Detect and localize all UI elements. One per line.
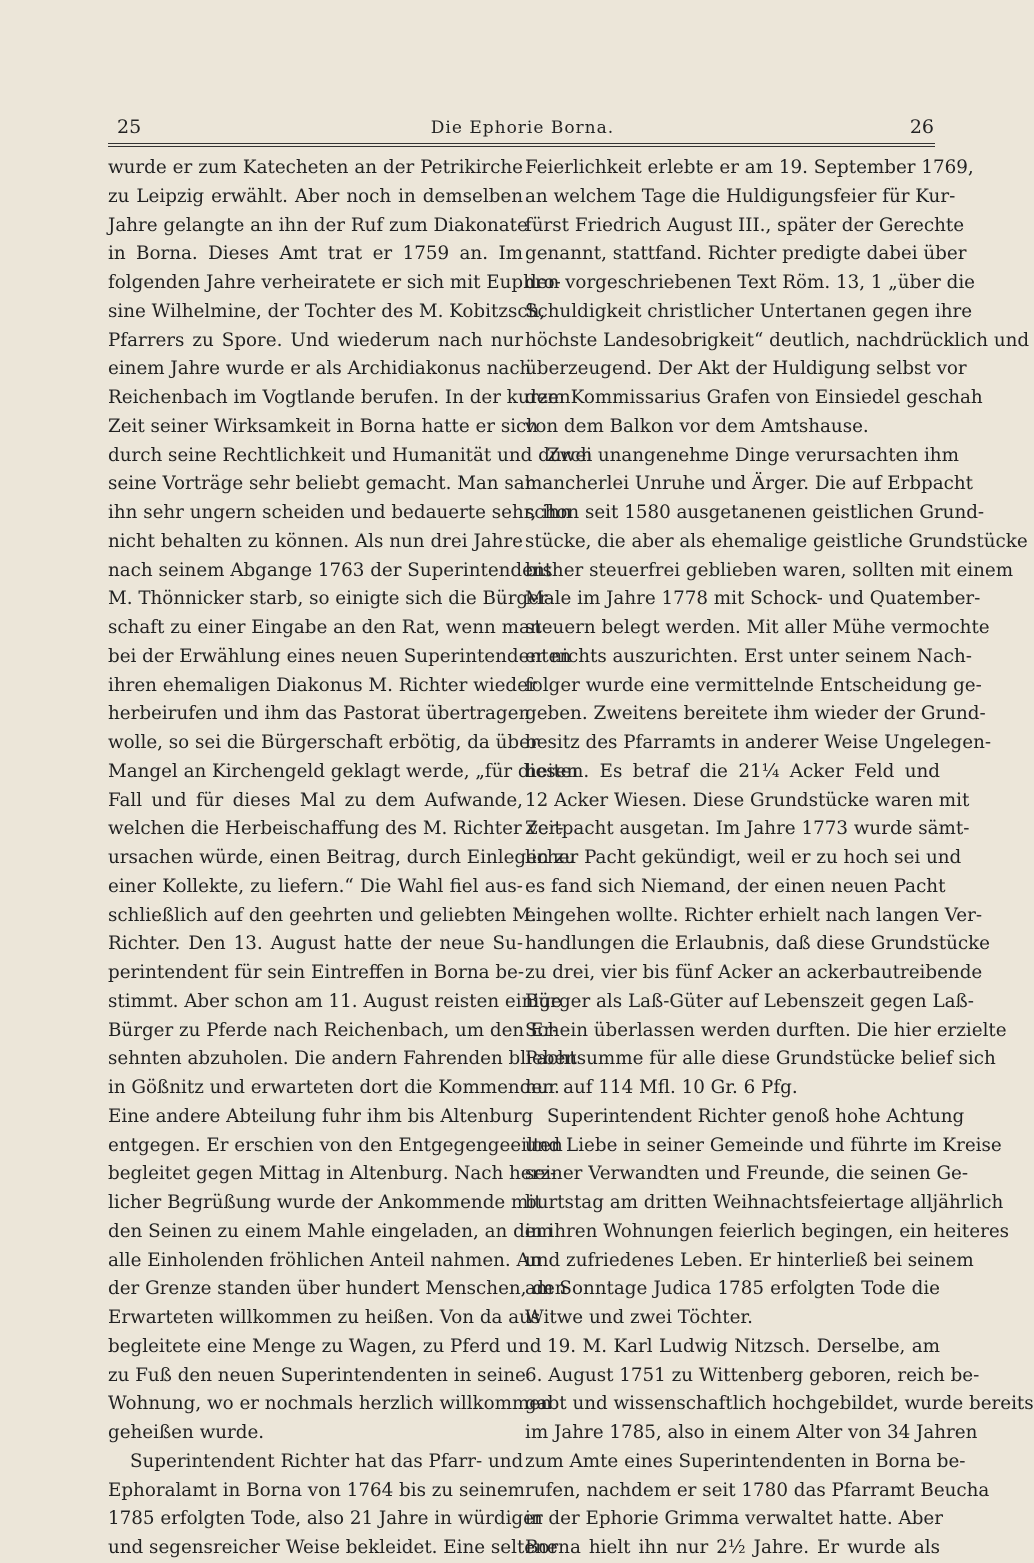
right-text-column	[525, 154, 1034, 1563]
text-line: gabt und wissenschaftlich hochgebildet, wurde bereits	[525, 1393, 1034, 1415]
text-line: Borna hielt ihn nur 2½ Jahre. Er wurde als	[525, 1537, 940, 1558]
text-line: den Seinen zu einem Mahle eingeladen, an dem	[108, 1220, 553, 1242]
text-line: es fand sich Niemand, der einen neuen Pacht	[525, 875, 946, 897]
text-line: höchste Landesobrigkeit“ deutlich, nachdrücklich und	[525, 329, 1030, 351]
text-line: Pfarrers zu Spore. Und wiederum nach nur	[108, 329, 523, 351]
text-line: Reichenbach im Vogtlande berufen. In der kurzen	[108, 387, 571, 408]
text-line: M. Thönnicker starb, so einigte sich die Bürger-	[108, 588, 554, 610]
text-line: seiner Verwandten und Freunde, die seinen Ge-	[525, 1163, 969, 1185]
text-line: ursachen würde, einen Beitrag, durch Einlegen zu	[108, 847, 576, 868]
text-line: wolle, so sei die Bürgerschaft erbötig, da über	[108, 732, 539, 753]
text-line: zu drei, vier bis fünf Acker an ackerbautreibende	[525, 962, 983, 983]
text-line: in ihren Wohnungen feierlich begingen, ein heiteres	[525, 1220, 1010, 1242]
text-line: schließlich auf den geehrten und geliebten M.	[108, 904, 537, 926]
text-line: licher Pacht gekündigt, weil er zu hoch sei und	[525, 847, 962, 868]
text-line: 6. August 1751 zu Wittenberg geboren, reich be-	[525, 1364, 980, 1386]
text-line: geben. Zweitens bereitete ihm wieder der Grund-	[525, 703, 986, 725]
text-line: begleitet gegen Mittag in Altenburg. Nach herz-	[108, 1163, 557, 1185]
text-line: Zeitpacht ausgetan. Im Jahre 1773 wurde sämt-	[525, 818, 970, 840]
text-line: Feierlichkeit erlebte er am 19. September 1769,	[525, 157, 974, 178]
header-rule-double	[108, 146, 935, 147]
text-line: Pachtsumme für alle diese Grundstücke belief sich	[525, 1048, 996, 1070]
text-line: Erwarteten willkommen zu heißen. Von da aus	[108, 1307, 541, 1328]
text-line: entgegen. Er erschien von den Entgegengeeilten	[108, 1134, 563, 1156]
text-line: begleitete eine Menge zu Wagen, zu Pferd und	[108, 1335, 542, 1357]
text-line: an welchem Tage die Huldigungsfeier für Kur-	[525, 185, 956, 207]
text-line: bei der Erwählung eines neuen Superintendenten	[108, 645, 572, 667]
text-line: seine Vorträge sehr beliebt gemacht. Man sah	[108, 473, 537, 495]
text-line: Jahre gelangte an ihn der Ruf zum Diakonate	[108, 214, 528, 236]
text-line: Male im Jahre 1778 mit Schock- und Quatember-	[525, 588, 981, 610]
text-line: einem Jahre wurde er als Archidiakonus nach	[108, 358, 532, 380]
text-line: nicht behalten zu können. Als nun drei Jahre	[108, 530, 523, 552]
text-line: sine Wilhelmine, der Tochter des M. Kobitzsch,	[108, 300, 546, 322]
text-line: folger wurde eine vermittelnde Entscheidung ge-	[525, 674, 982, 696]
text-line: Schuldigkeit christlicher Untertanen gegen ihre	[525, 300, 973, 322]
text-line: in der Ephorie Grimma verwaltet hatte. Aber	[525, 1508, 943, 1530]
text-line: bisher steuerfrei geblieben waren, sollten mit einem	[525, 559, 1014, 581]
text-line: folgenden Jahre verheiratete er sich mit Euphro-	[108, 272, 561, 293]
text-line: Zwei unangenehme Dinge verursachten ihm	[547, 444, 959, 466]
text-line: Eine andere Abteilung fuhr ihm bis Altenburg	[108, 1105, 534, 1127]
text-line: sehnten abzuholen. Die andern Fahrenden blieben	[108, 1048, 578, 1070]
text-line: in Gößnitz und erwarteten dort die Kommenden.	[108, 1077, 560, 1098]
text-line: 12 Acker Wiesen. Diese Grundstücke waren mit	[525, 789, 970, 811]
text-line: nur auf 114 Mfl. 10 Gr. 6 Pfg.	[525, 1077, 798, 1098]
text-line: nach seinem Abgange 1763 der Superintendent	[108, 559, 553, 581]
text-line: am Sonntage Judica 1785 erfolgten Tode die	[525, 1278, 940, 1300]
text-line: schaft zu einer Eingabe an den Rat, wenn man	[108, 617, 542, 638]
text-line: Superintendent Richter genoß hohe Achtung	[547, 1105, 965, 1127]
text-line: handlungen die Erlaubnis, daß diese Grundstücke	[525, 933, 990, 955]
left-text-column	[108, 154, 593, 1563]
page-number-right: 26	[909, 116, 934, 138]
text-line: Fall und für dieses Mal zu dem Aufwande,	[108, 789, 523, 811]
page-header	[105, 112, 940, 146]
text-line: mancherlei Unruhe und Ärger. Die auf Erbpacht	[525, 473, 974, 495]
text-line: und Liebe in seiner Gemeinde und führte im Kreise	[525, 1134, 1002, 1156]
text-line: dem Kommissarius Grafen von Einsiedel geschah	[525, 387, 983, 408]
text-line: ihn sehr ungern scheiden und bedauerte sehr, ihn	[108, 502, 572, 523]
text-line: licher Begrüßung wurde der Ankommende mit	[108, 1192, 542, 1213]
header-rule	[108, 143, 935, 144]
text-line: herbeirufen und ihm das Pastorat übertragen	[108, 703, 531, 725]
text-line: geheißen wurde.	[108, 1422, 265, 1443]
text-line: burtstag am dritten Weihnachtsfeiertage alljährlich	[525, 1192, 1004, 1213]
text-line: Bürger zu Pferde nach Reichenbach, um den Er-	[108, 1019, 559, 1041]
text-line: Bürger als Laß-Güter auf Lebenszeit gegen Laß-	[525, 990, 974, 1012]
text-line: eingehen wollte. Richter erhielt nach langen Ver-	[525, 904, 982, 926]
text-line: im Jahre 1785, also in einem Alter von 34 Jahren	[525, 1422, 978, 1443]
text-line: zum Amte eines Superintendenten in Borna be-	[525, 1450, 966, 1472]
text-line: fürst Friedrich August III., später der Gerechte	[525, 214, 965, 236]
text-line: zu Fuß den neuen Superintendenten in seine	[108, 1364, 526, 1386]
text-line: stimmt. Aber schon am 11. August reisten einige	[108, 990, 562, 1012]
text-line: wurde er zum Katecheten an der Petrikirche	[108, 157, 523, 178]
text-line: 19. M. Karl Ludwig Nitzsch. Derselbe, am	[547, 1335, 940, 1357]
text-line: durch seine Rechtlichkeit und Humanität und durch	[108, 444, 593, 466]
text-line: überzeugend. Der Akt der Huldigung selbst vor	[525, 358, 967, 380]
text-line: alle Einholenden fröhlichen Anteil nahmen. An	[108, 1249, 542, 1271]
text-line: der Grenze standen über hundert Menschen, den	[108, 1278, 567, 1300]
text-line: Schein überlassen werden durften. Die hier erzielte	[525, 1019, 1007, 1041]
text-line: und segensreicher Weise bekleidet. Eine seltene	[108, 1537, 558, 1558]
page-number-left: 25	[117, 116, 142, 138]
text-line: steuern belegt werden. Mit aller Mühe vermochte	[525, 617, 990, 638]
text-line: besitz des Pfarramts in anderer Weise Ungelegen-	[525, 732, 992, 753]
text-line: und zufriedenes Leben. Er hinterließ bei seinem	[525, 1249, 974, 1271]
text-line: perintendent für sein Eintreffen in Borna be-	[108, 962, 525, 983]
text-line: ihren ehemaligen Diakonus M. Richter wieder	[108, 674, 537, 696]
text-line: rufen, nachdem er seit 1780 das Pfarramt Beucha	[525, 1479, 990, 1501]
running-title: Die Ephorie Borna.	[430, 118, 615, 138]
text-line: in Borna. Dieses Amt trat er 1759 an. Im	[108, 243, 523, 265]
text-line: Mangel an Kirchengeld geklagt werde, „für diesen	[108, 760, 579, 782]
text-line: zu Leipzig erwählt. Aber noch in demselben	[108, 185, 523, 207]
text-line: Richter. Den 13. August hatte der neue Su-	[108, 933, 523, 955]
text-line: stücke, die aber als ehemalige geistliche Grundstücke	[525, 530, 1028, 552]
text-line: schon seit 1580 ausgetanenen geistlichen Grund-	[525, 502, 985, 523]
text-line: von dem Balkon vor dem Amtshause.	[525, 415, 869, 437]
text-line: Zeit seiner Wirksamkeit in Borna hatte er sich	[108, 415, 539, 437]
text-line: welchen die Herbeischaffung des M. Richter ver-	[108, 818, 564, 840]
text-line: Wohnung, wo er nochmals herzlich willkommen	[108, 1393, 552, 1415]
text-line: Witwe und zwei Töchter.	[525, 1307, 753, 1328]
text-line: Superintendent Richter hat das Pfarr- und	[130, 1450, 524, 1472]
text-line: 1785 erfolgten Tode, also 21 Jahre in würdiger	[108, 1508, 543, 1530]
text-line: genannt, stattfand. Richter predigte dabei über	[525, 243, 967, 265]
text-line: heiten. Es betraf die 21¼ Acker Feld und	[525, 760, 940, 782]
text-line: er nichts auszurichten. Erst unter seinem Nach-	[525, 645, 972, 667]
text-line: einer Kollekte, zu liefern.“ Die Wahl fiel aus-	[108, 875, 523, 897]
text-line: Ephoralamt in Borna von 1764 bis zu seinem	[108, 1479, 525, 1501]
text-line: den vorgeschriebenen Text Röm. 13, 1 „über die	[525, 272, 975, 293]
